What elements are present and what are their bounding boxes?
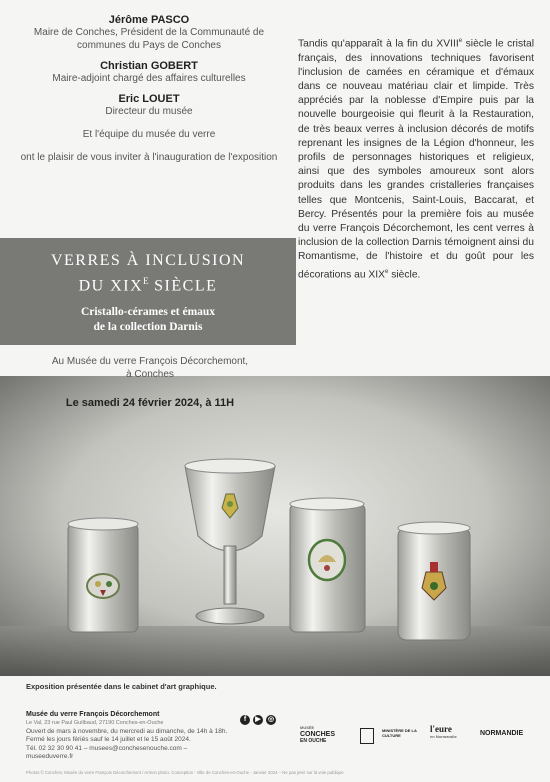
- youtube-icon[interactable]: ▶: [253, 715, 263, 725]
- host-name-2: Christian GOBERT: [100, 60, 198, 72]
- instagram-icon[interactable]: ◎: [267, 716, 275, 723]
- facebook-icon[interactable]: f: [240, 715, 250, 725]
- exhibition-location-note: Exposition présentée dans le cabinet d'art graphique.: [26, 682, 217, 691]
- description-text: Tandis qu'apparaît à la fin du XVIIIe siècle le cristal français, des innovations techniques favorisent l'inclusion de camées en céramique et d'émaux dans ce nouveau matériau clair et limpide. Très appréciés par la noblesse d'Empire puis par la nouvelle bourgeoisie qui fleurit à la Restauration, de très beaux verres à inclusion décorés de motifs reprenant les insignes de la Légion d'honneur, les profils de personnages historiques et religieux, ainsi que des symboles amoureux sont alors produits dans les grandes cristalleries françaises telles que Montcenis, Saint-Louis, Baccarat, et Bercy. Présentés pour la première fois au musée du verre François Décorchemont, les cent verres à inclusion de la collection Darnis témoignent ainsi du Romantisme, de l'histoire et du goût pour les décorations au XIXe siècle.: [298, 38, 534, 281]
- eure-logo: l'eure en Normandie: [430, 724, 457, 739]
- glasses-photo: [0, 376, 550, 676]
- host-name-3: Eric LOUET: [118, 93, 180, 105]
- museum-name: Musée du verre François Décorchemont: [26, 711, 160, 718]
- hosts-block: [18, 14, 280, 164]
- photo-credits: Photos © Conches, Musée du verre François Décorchemont / Armon photo. Conception : Ville de Conches-en-Ouche - Janvier 2024 – Ne pas jeter sur la voie publique: [26, 770, 344, 775]
- exhibition-title: VERRES À INCLUSION DU $XIX^E$ SIÈCLE: [50, 252, 246, 295]
- event-date: Le samedi 24 février 2024, à 11H: [65, 397, 235, 409]
- glass-tumbler-3: [398, 522, 470, 640]
- host-role-1: Maire de Conches, Président de la Communauté de communes du Pays de Conches: [33, 27, 265, 51]
- host-role-3: Directeur du musée: [105, 106, 193, 117]
- museum-contact: Tél. 02 32 30 90 41 – musees@conchesenouche.com – museeduverre.fr: [26, 744, 188, 761]
- team-line: Et l'équipe du musée du verre: [82, 129, 216, 140]
- glass-tumbler-2: [290, 498, 365, 632]
- partner-logos: [300, 724, 540, 754]
- ministere-logo: MINISTÈRE DE LA CULTURE: [382, 728, 417, 738]
- host-name-1: Jérôme PASCO: [108, 14, 190, 26]
- normandie-logo: NORMANDIE: [480, 730, 524, 737]
- social-icons: [240, 715, 276, 725]
- museum-hours-1: Ouvert de mars à novembre, du mercredi au dimanche, de 14h à 18h.: [26, 727, 228, 735]
- museum-address: Le Val, 23 rue Paul Guilbaud, 27190 Conches-en-Ouche: [26, 720, 164, 727]
- invite-line: ont le plaisir de vous inviter à l'inauguration de l'exposition: [20, 152, 278, 163]
- museum-emblem-icon: [360, 728, 374, 744]
- museum-info: [26, 711, 236, 761]
- exhibition-subtitle: Cristallo-cérames et émaux de la collection Darnis: [80, 306, 216, 334]
- museum-hours-2: Fermé les jours fériés sauf le 14 juillet et le 15 août 2024.: [26, 736, 191, 744]
- host-role-2: Maire-adjoint chargé des affaires culturelles: [52, 73, 246, 84]
- glass-tumbler-1: [68, 518, 138, 632]
- venue: Au Musée du verre François Décorchemont, à Conches: [51, 356, 249, 380]
- exhibition-title-band: [0, 238, 296, 345]
- conches-logo: MUSÉE CONCHES EN OUCHE: [300, 725, 336, 744]
- glasses-photo-image: [0, 376, 550, 676]
